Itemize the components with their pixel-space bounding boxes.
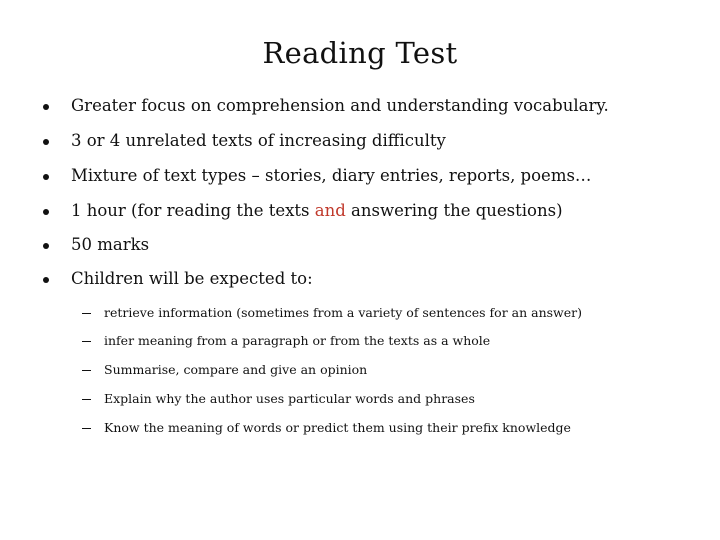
bullet-text: 3 or 4 unrelated texts of increasing difficulty [71,131,446,150]
bullet-text: 50 marks [71,235,150,254]
bullet-text: Children will be expected to: [71,269,313,288]
sub-bullet-text: Summarise, compare and give an opinion [104,362,368,377]
bullet-text-part: 1 hour (for reading the texts [71,201,315,220]
sub-bullet-item [0,303,720,325]
bullet-item [0,199,720,227]
sub-bullet-item [0,331,720,353]
dash-icon [82,399,91,400]
sub-bullet-text: Know the meaning of words or predict them using their prefix knowledge [104,420,571,435]
dash-icon [82,428,91,429]
bullet-dot-icon [43,104,49,110]
bullet-item [0,94,720,122]
bullet-text-accent: and [314,201,346,220]
bullet-text-part: answering the questions) [345,201,563,220]
bullet-text [71,199,563,223]
dash-icon [82,370,91,371]
bullet-item [0,233,720,261]
slide-title: Reading Test [262,36,458,70]
dash-icon [82,313,91,314]
dash-icon [82,341,91,342]
sub-bullet-text: infer meaning from a paragraph or from the texts as a whole [104,333,491,348]
sub-bullet-item [0,418,720,440]
bullet-dot-icon [43,139,49,145]
sub-bullet-text: retrieve information (sometimes from a variety of sentences for an answer) [104,305,582,320]
bullet-item [0,129,720,157]
bullet-item [0,267,720,295]
bullet-text: Greater focus on comprehension and understanding vocabulary. [71,96,609,115]
sub-bullet-text: Explain why the author uses particular words and phrases [104,391,475,406]
bullet-text: Mixture of text types – stories, diary entries, reports, poems… [71,166,592,185]
bullet-item [0,164,720,192]
bullet-dot-icon [43,209,49,215]
bullet-dot-icon [43,243,49,249]
sub-bullet-item [0,360,720,382]
bullet-dot-icon [43,277,49,283]
bullet-dot-icon [43,174,49,180]
sub-bullet-item [0,389,720,411]
